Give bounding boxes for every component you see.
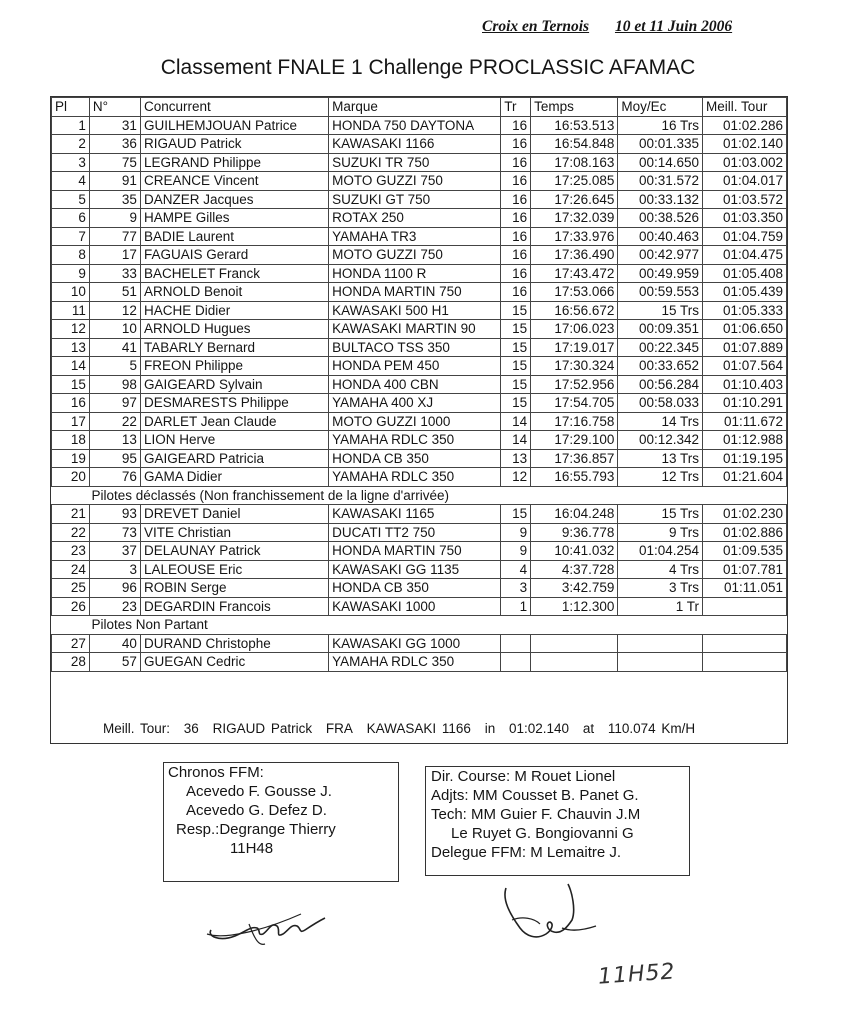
cell-rider: GAIGEARD Patricia bbox=[140, 449, 328, 468]
cell-gap: 00:12.342 bbox=[618, 431, 703, 450]
cell-best-lap: 01:03.572 bbox=[703, 190, 787, 209]
cell-number: 17 bbox=[89, 246, 140, 265]
cell-gap: 12 Trs bbox=[618, 468, 703, 487]
cell-number: 75 bbox=[89, 153, 140, 172]
cell-gap: 4 Trs bbox=[618, 560, 703, 579]
cell-brand: HONDA CB 350 bbox=[329, 579, 501, 598]
cell-time: 17:32.039 bbox=[531, 209, 618, 228]
table-row bbox=[52, 153, 787, 172]
cell-laps: 3 bbox=[501, 579, 531, 598]
cell-brand: DUCATI TT2 750 bbox=[329, 523, 501, 542]
cell-best-lap: 01:19.195 bbox=[703, 449, 787, 468]
table-row bbox=[52, 338, 787, 357]
cell-number: 96 bbox=[89, 579, 140, 598]
cell-brand: KAWASAKI 1000 bbox=[329, 597, 501, 616]
cell-gap bbox=[618, 653, 703, 672]
cell-best-lap: 01:05.408 bbox=[703, 264, 787, 283]
cell-brand: BULTACO TSS 350 bbox=[329, 338, 501, 357]
cell-number: 73 bbox=[89, 523, 140, 542]
cell-rider: DURAND Christophe bbox=[140, 634, 328, 653]
cell-time: 17:30.324 bbox=[531, 357, 618, 376]
column-header-time: Temps bbox=[531, 98, 618, 117]
cell-brand: HONDA 750 DAYTONA bbox=[329, 116, 501, 135]
cell-gap: 15 Trs bbox=[618, 505, 703, 524]
cell-position: 20 bbox=[52, 468, 90, 487]
cell-laps bbox=[501, 634, 531, 653]
cell-rider: FREON Philippe bbox=[140, 357, 328, 376]
cell-time: 17:54.705 bbox=[531, 394, 618, 413]
cell-brand: YAMAHA 400 XJ bbox=[329, 394, 501, 413]
cell-gap: 00:59.553 bbox=[618, 283, 703, 302]
cell-gap: 1 Tr bbox=[618, 597, 703, 616]
table-row bbox=[52, 190, 787, 209]
cell-best-lap: 01:05.439 bbox=[703, 283, 787, 302]
results-box bbox=[50, 96, 788, 744]
best-lap-at: at bbox=[582, 721, 595, 736]
cell-best-lap bbox=[703, 634, 787, 653]
cell-position: 15 bbox=[52, 375, 90, 394]
cell-rider: FAGUAIS Gerard bbox=[140, 246, 328, 265]
cell-laps: 9 bbox=[501, 523, 531, 542]
section-declassed bbox=[52, 486, 787, 505]
table-row bbox=[52, 523, 787, 542]
cell-brand: HONDA MARTIN 750 bbox=[329, 283, 501, 302]
chronos-title: Chronos FFM: bbox=[168, 764, 264, 781]
official-line: Tech: MM Guier F. Chauvin J.M bbox=[431, 806, 641, 823]
cell-laps: 16 bbox=[501, 135, 531, 154]
cell-time: 17:52.956 bbox=[531, 375, 618, 394]
cell-position: 4 bbox=[52, 172, 90, 191]
cell-rider: DESMARESTS Philippe bbox=[140, 394, 328, 413]
table-row bbox=[52, 246, 787, 265]
cell-gap: 00:14.650 bbox=[618, 153, 703, 172]
chronos-line: Acevedo F. Gousse J. bbox=[186, 783, 332, 800]
cell-number: 35 bbox=[89, 190, 140, 209]
results-body bbox=[52, 116, 787, 671]
best-lap-rider: RIGAUD Patrick bbox=[212, 721, 313, 736]
best-lap-number: 36 bbox=[183, 721, 199, 736]
cell-rider: RIGAUD Patrick bbox=[140, 135, 328, 154]
cell-rider: LALEOUSE Eric bbox=[140, 560, 328, 579]
cell-brand: KAWASAKI 500 H1 bbox=[329, 301, 501, 320]
cell-laps: 16 bbox=[501, 116, 531, 135]
cell-position: 27 bbox=[52, 634, 90, 653]
cell-gap: 16 Trs bbox=[618, 116, 703, 135]
cell-brand: SUZUKI GT 750 bbox=[329, 190, 501, 209]
best-lap-label: Meill. Tour: bbox=[103, 721, 171, 736]
cell-laps: 16 bbox=[501, 246, 531, 265]
cell-laps: 14 bbox=[501, 431, 531, 450]
cell-laps: 16 bbox=[501, 264, 531, 283]
cell-position: 1 bbox=[52, 116, 90, 135]
cell-position: 6 bbox=[52, 209, 90, 228]
cell-best-lap: 01:07.781 bbox=[703, 560, 787, 579]
cell-time: 3:42.759 bbox=[531, 579, 618, 598]
cell-rider: HACHE Didier bbox=[140, 301, 328, 320]
cell-gap: 15 Trs bbox=[618, 301, 703, 320]
cell-rider: HAMPE Gilles bbox=[140, 209, 328, 228]
cell-laps: 16 bbox=[501, 172, 531, 191]
table-row bbox=[52, 431, 787, 450]
cell-number: 5 bbox=[89, 357, 140, 376]
cell-brand: MOTO GUZZI 1000 bbox=[329, 412, 501, 431]
table-row bbox=[52, 283, 787, 302]
cell-number: 31 bbox=[89, 116, 140, 135]
cell-laps: 15 bbox=[501, 375, 531, 394]
cell-time: 17:08.163 bbox=[531, 153, 618, 172]
cell-position: 7 bbox=[52, 227, 90, 246]
cell-gap: 00:33.132 bbox=[618, 190, 703, 209]
cell-best-lap: 01:04.759 bbox=[703, 227, 787, 246]
cell-gap: 00:22.345 bbox=[618, 338, 703, 357]
cell-best-lap: 01:11.672 bbox=[703, 412, 787, 431]
cell-laps: 15 bbox=[501, 338, 531, 357]
cell-time: 17:53.066 bbox=[531, 283, 618, 302]
cell-best-lap: 01:04.017 bbox=[703, 172, 787, 191]
cell-position: 3 bbox=[52, 153, 90, 172]
cell-number: 40 bbox=[89, 634, 140, 653]
table-row bbox=[52, 542, 787, 561]
best-lap-country: FRA bbox=[325, 721, 353, 736]
cell-brand: HONDA CB 350 bbox=[329, 449, 501, 468]
cell-gap: 00:38.526 bbox=[618, 209, 703, 228]
cell-laps bbox=[501, 653, 531, 672]
column-header-rider: Concurrent bbox=[140, 98, 328, 117]
column-header-gap: Moy/Ec bbox=[618, 98, 703, 117]
cell-number: 37 bbox=[89, 542, 140, 561]
cell-best-lap: 01:05.333 bbox=[703, 301, 787, 320]
cell-rider: ROBIN Serge bbox=[140, 579, 328, 598]
cell-number: 77 bbox=[89, 227, 140, 246]
cell-gap: 00:31.572 bbox=[618, 172, 703, 191]
cell-time: 16:55.793 bbox=[531, 468, 618, 487]
cell-best-lap: 01:07.889 bbox=[703, 338, 787, 357]
table-row bbox=[52, 375, 787, 394]
chronos-box bbox=[163, 762, 399, 882]
signature-right-icon bbox=[492, 880, 602, 950]
cell-position: 18 bbox=[52, 431, 90, 450]
cell-time: 17:16.758 bbox=[531, 412, 618, 431]
table-row bbox=[52, 449, 787, 468]
cell-best-lap: 01:09.535 bbox=[703, 542, 787, 561]
cell-best-lap: 01:03.350 bbox=[703, 209, 787, 228]
best-lap-speed: 110.074 Km/H bbox=[607, 721, 696, 736]
table-row bbox=[52, 505, 787, 524]
table-row bbox=[52, 357, 787, 376]
cell-time: 4:37.728 bbox=[531, 560, 618, 579]
cell-gap: 00:40.463 bbox=[618, 227, 703, 246]
event-header bbox=[482, 18, 732, 36]
table-row bbox=[52, 135, 787, 154]
cell-position: 14 bbox=[52, 357, 90, 376]
cell-gap: 00:58.033 bbox=[618, 394, 703, 413]
cell-number: 98 bbox=[89, 375, 140, 394]
signature-left-icon bbox=[205, 900, 335, 950]
table-row bbox=[52, 320, 787, 339]
cell-position: 12 bbox=[52, 320, 90, 339]
cell-brand: HONDA PEM 450 bbox=[329, 357, 501, 376]
cell-laps: 16 bbox=[501, 227, 531, 246]
cell-rider: BADIE Laurent bbox=[140, 227, 328, 246]
cell-rider: VITE Christian bbox=[140, 523, 328, 542]
cell-rider: DARLET Jean Claude bbox=[140, 412, 328, 431]
best-lap-summary bbox=[103, 721, 703, 736]
cell-time: 17:36.490 bbox=[531, 246, 618, 265]
cell-gap: 00:09.351 bbox=[618, 320, 703, 339]
cell-best-lap: 01:02.886 bbox=[703, 523, 787, 542]
cell-laps: 16 bbox=[501, 209, 531, 228]
cell-position: 2 bbox=[52, 135, 90, 154]
cell-rider: CREANCE Vincent bbox=[140, 172, 328, 191]
cell-brand: SUZUKI TR 750 bbox=[329, 153, 501, 172]
official-line: Le Ruyet G. Bongiovanni G bbox=[451, 825, 634, 842]
cell-laps: 15 bbox=[501, 394, 531, 413]
cell-brand: MOTO GUZZI 750 bbox=[329, 246, 501, 265]
cell-rider: DREVET Daniel bbox=[140, 505, 328, 524]
cell-time: 17:25.085 bbox=[531, 172, 618, 191]
cell-rider: GAIGEARD Sylvain bbox=[140, 375, 328, 394]
table-row bbox=[52, 653, 787, 672]
cell-position: 11 bbox=[52, 301, 90, 320]
cell-number: 97 bbox=[89, 394, 140, 413]
cell-laps: 12 bbox=[501, 468, 531, 487]
table-row bbox=[52, 172, 787, 191]
column-header-brand: Marque bbox=[329, 98, 501, 117]
cell-position: 16 bbox=[52, 394, 90, 413]
cell-gap: 00:01.335 bbox=[618, 135, 703, 154]
cell-time: 9:36.778 bbox=[531, 523, 618, 542]
cell-gap: 00:33.652 bbox=[618, 357, 703, 376]
cell-time: 17:26.645 bbox=[531, 190, 618, 209]
cell-laps: 15 bbox=[501, 301, 531, 320]
cell-laps: 4 bbox=[501, 560, 531, 579]
table-row bbox=[52, 227, 787, 246]
cell-number: 10 bbox=[89, 320, 140, 339]
cell-number: 57 bbox=[89, 653, 140, 672]
cell-position: 10 bbox=[52, 283, 90, 302]
table-row bbox=[52, 412, 787, 431]
cell-best-lap: 01:10.403 bbox=[703, 375, 787, 394]
cell-brand: YAMAHA RDLC 350 bbox=[329, 653, 501, 672]
cell-laps: 15 bbox=[501, 357, 531, 376]
cell-rider: LION Herve bbox=[140, 431, 328, 450]
event-location: Croix en Ternois bbox=[482, 18, 590, 35]
cell-best-lap: 01:06.650 bbox=[703, 320, 787, 339]
cell-laps: 16 bbox=[501, 190, 531, 209]
table-row bbox=[52, 394, 787, 413]
cell-number: 95 bbox=[89, 449, 140, 468]
cell-position: 13 bbox=[52, 338, 90, 357]
cell-time: 16:04.248 bbox=[531, 505, 618, 524]
cell-number: 12 bbox=[89, 301, 140, 320]
cell-brand: HONDA MARTIN 750 bbox=[329, 542, 501, 561]
cell-rider: GUILHEMJOUAN Patrice bbox=[140, 116, 328, 135]
cell-brand: ROTAX 250 bbox=[329, 209, 501, 228]
cell-position: 28 bbox=[52, 653, 90, 672]
cell-rider: GAMA Didier bbox=[140, 468, 328, 487]
cell-best-lap: 01:11.051 bbox=[703, 579, 787, 598]
cell-number: 51 bbox=[89, 283, 140, 302]
cell-laps: 16 bbox=[501, 283, 531, 302]
table-row bbox=[52, 579, 787, 598]
cell-laps: 14 bbox=[501, 412, 531, 431]
cell-gap bbox=[618, 634, 703, 653]
cell-gap: 9 Trs bbox=[618, 523, 703, 542]
cell-rider: ARNOLD Benoit bbox=[140, 283, 328, 302]
cell-number: 22 bbox=[89, 412, 140, 431]
cell-best-lap bbox=[703, 597, 787, 616]
cell-position: 25 bbox=[52, 579, 90, 598]
cell-best-lap: 01:07.564 bbox=[703, 357, 787, 376]
officials-box bbox=[425, 766, 690, 876]
cell-gap: 00:56.284 bbox=[618, 375, 703, 394]
cell-brand: YAMAHA RDLC 350 bbox=[329, 431, 501, 450]
cell-brand: MOTO GUZZI 750 bbox=[329, 172, 501, 191]
table-row bbox=[52, 634, 787, 653]
table-row bbox=[52, 209, 787, 228]
cell-best-lap: 01:12.988 bbox=[703, 431, 787, 450]
table-row bbox=[52, 597, 787, 616]
cell-time: 16:56.672 bbox=[531, 301, 618, 320]
results-table bbox=[51, 97, 787, 672]
cell-best-lap: 01:02.286 bbox=[703, 116, 787, 135]
best-lap-time: 01:02.140 bbox=[509, 721, 570, 736]
cell-best-lap: 01:03.002 bbox=[703, 153, 787, 172]
section-non-starters bbox=[52, 616, 787, 635]
page-title: Classement FNALE 1 Challenge PROCLASSIC AFAMAC bbox=[160, 56, 696, 79]
cell-time bbox=[531, 634, 618, 653]
cell-position: 5 bbox=[52, 190, 90, 209]
cell-brand: HONDA 400 CBN bbox=[329, 375, 501, 394]
cell-best-lap: 01:04.475 bbox=[703, 246, 787, 265]
cell-gap: 01:04.254 bbox=[618, 542, 703, 561]
cell-time: 16:53.513 bbox=[531, 116, 618, 135]
cell-best-lap: 01:10.291 bbox=[703, 394, 787, 413]
cell-time: 17:29.100 bbox=[531, 431, 618, 450]
cell-best-lap: 01:02.140 bbox=[703, 135, 787, 154]
cell-rider: DANZER Jacques bbox=[140, 190, 328, 209]
cell-position: 21 bbox=[52, 505, 90, 524]
cell-rider: DELAUNAY Patrick bbox=[140, 542, 328, 561]
cell-number: 41 bbox=[89, 338, 140, 357]
cell-number: 36 bbox=[89, 135, 140, 154]
cell-rider: GUEGAN Cedric bbox=[140, 653, 328, 672]
cell-time: 16:54.848 bbox=[531, 135, 618, 154]
cell-time bbox=[531, 653, 618, 672]
chronos-responsible: Resp.:Degrange Thierry bbox=[176, 821, 336, 838]
chronos-time: 11H48 bbox=[230, 840, 274, 857]
cell-number: 9 bbox=[89, 209, 140, 228]
column-header-number: N° bbox=[89, 98, 140, 117]
cell-position: 24 bbox=[52, 560, 90, 579]
cell-best-lap: 01:02.230 bbox=[703, 505, 787, 524]
cell-laps: 16 bbox=[501, 153, 531, 172]
cell-rider: ARNOLD Hugues bbox=[140, 320, 328, 339]
cell-position: 26 bbox=[52, 597, 90, 616]
cell-laps: 1 bbox=[501, 597, 531, 616]
cell-rider: BACHELET Franck bbox=[140, 264, 328, 283]
table-row bbox=[52, 468, 787, 487]
cell-number: 91 bbox=[89, 172, 140, 191]
cell-best-lap bbox=[703, 653, 787, 672]
table-header-row bbox=[52, 98, 787, 117]
official-line: Dir. Course: M Rouet Lionel bbox=[431, 768, 616, 785]
chronos-line: Acevedo G. Defez D. bbox=[186, 802, 327, 819]
cell-best-lap: 01:21.604 bbox=[703, 468, 787, 487]
cell-position: 17 bbox=[52, 412, 90, 431]
cell-brand: KAWASAKI GG 1000 bbox=[329, 634, 501, 653]
best-lap-in: in bbox=[484, 721, 496, 736]
cell-time: 17:33.976 bbox=[531, 227, 618, 246]
table-row bbox=[52, 264, 787, 283]
event-dates: 10 et 11 Juin 2006 bbox=[614, 18, 733, 35]
cell-rider: LEGRAND Philippe bbox=[140, 153, 328, 172]
cell-number: 13 bbox=[89, 431, 140, 450]
cell-position: 9 bbox=[52, 264, 90, 283]
best-lap-bike: KAWASAKI 1166 bbox=[366, 721, 471, 736]
cell-gap: 00:42.977 bbox=[618, 246, 703, 265]
column-header-best-lap: Meill. Tour bbox=[703, 98, 787, 117]
official-line: Delegue FFM: M Lemaitre J. bbox=[431, 844, 622, 861]
cell-time: 17:36.857 bbox=[531, 449, 618, 468]
handwritten-time: 11H52 bbox=[597, 959, 677, 990]
cell-rider: DEGARDIN Francois bbox=[140, 597, 328, 616]
cell-gap: 13 Trs bbox=[618, 449, 703, 468]
cell-gap: 14 Trs bbox=[618, 412, 703, 431]
cell-laps: 15 bbox=[501, 505, 531, 524]
cell-brand: KAWASAKI GG 1135 bbox=[329, 560, 501, 579]
cell-laps: 13 bbox=[501, 449, 531, 468]
cell-brand: KAWASAKI MARTIN 90 bbox=[329, 320, 501, 339]
cell-brand: KAWASAKI 1165 bbox=[329, 505, 501, 524]
section-declassed-label: Pilotes déclassés (Non franchissement de la ligne d'arrivée) bbox=[52, 486, 787, 505]
table-row bbox=[52, 560, 787, 579]
cell-brand: HONDA 1100 R bbox=[329, 264, 501, 283]
cell-time: 17:43.472 bbox=[531, 264, 618, 283]
cell-position: 19 bbox=[52, 449, 90, 468]
cell-laps: 15 bbox=[501, 320, 531, 339]
table-row bbox=[52, 116, 787, 135]
cell-brand: YAMAHA TR3 bbox=[329, 227, 501, 246]
official-line: Adjts: MM Cousset B. Panet G. bbox=[431, 787, 639, 804]
cell-time: 17:06.023 bbox=[531, 320, 618, 339]
cell-number: 93 bbox=[89, 505, 140, 524]
cell-time: 10:41.032 bbox=[531, 542, 618, 561]
cell-rider: TABARLY Bernard bbox=[140, 338, 328, 357]
section-non-starters-label: Pilotes Non Partant bbox=[52, 616, 787, 635]
cell-gap: 00:49.959 bbox=[618, 264, 703, 283]
cell-number: 3 bbox=[89, 560, 140, 579]
cell-brand: KAWASAKI 1166 bbox=[329, 135, 501, 154]
cell-number: 33 bbox=[89, 264, 140, 283]
cell-laps: 9 bbox=[501, 542, 531, 561]
cell-brand: YAMAHA RDLC 350 bbox=[329, 468, 501, 487]
column-header-pl: Pl bbox=[52, 98, 90, 117]
cell-gap: 3 Trs bbox=[618, 579, 703, 598]
cell-number: 23 bbox=[89, 597, 140, 616]
cell-position: 22 bbox=[52, 523, 90, 542]
cell-number: 76 bbox=[89, 468, 140, 487]
cell-position: 23 bbox=[52, 542, 90, 561]
cell-time: 17:19.017 bbox=[531, 338, 618, 357]
cell-time: 1:12.300 bbox=[531, 597, 618, 616]
cell-position: 8 bbox=[52, 246, 90, 265]
table-row bbox=[52, 301, 787, 320]
column-header-laps: Tr bbox=[501, 98, 531, 117]
